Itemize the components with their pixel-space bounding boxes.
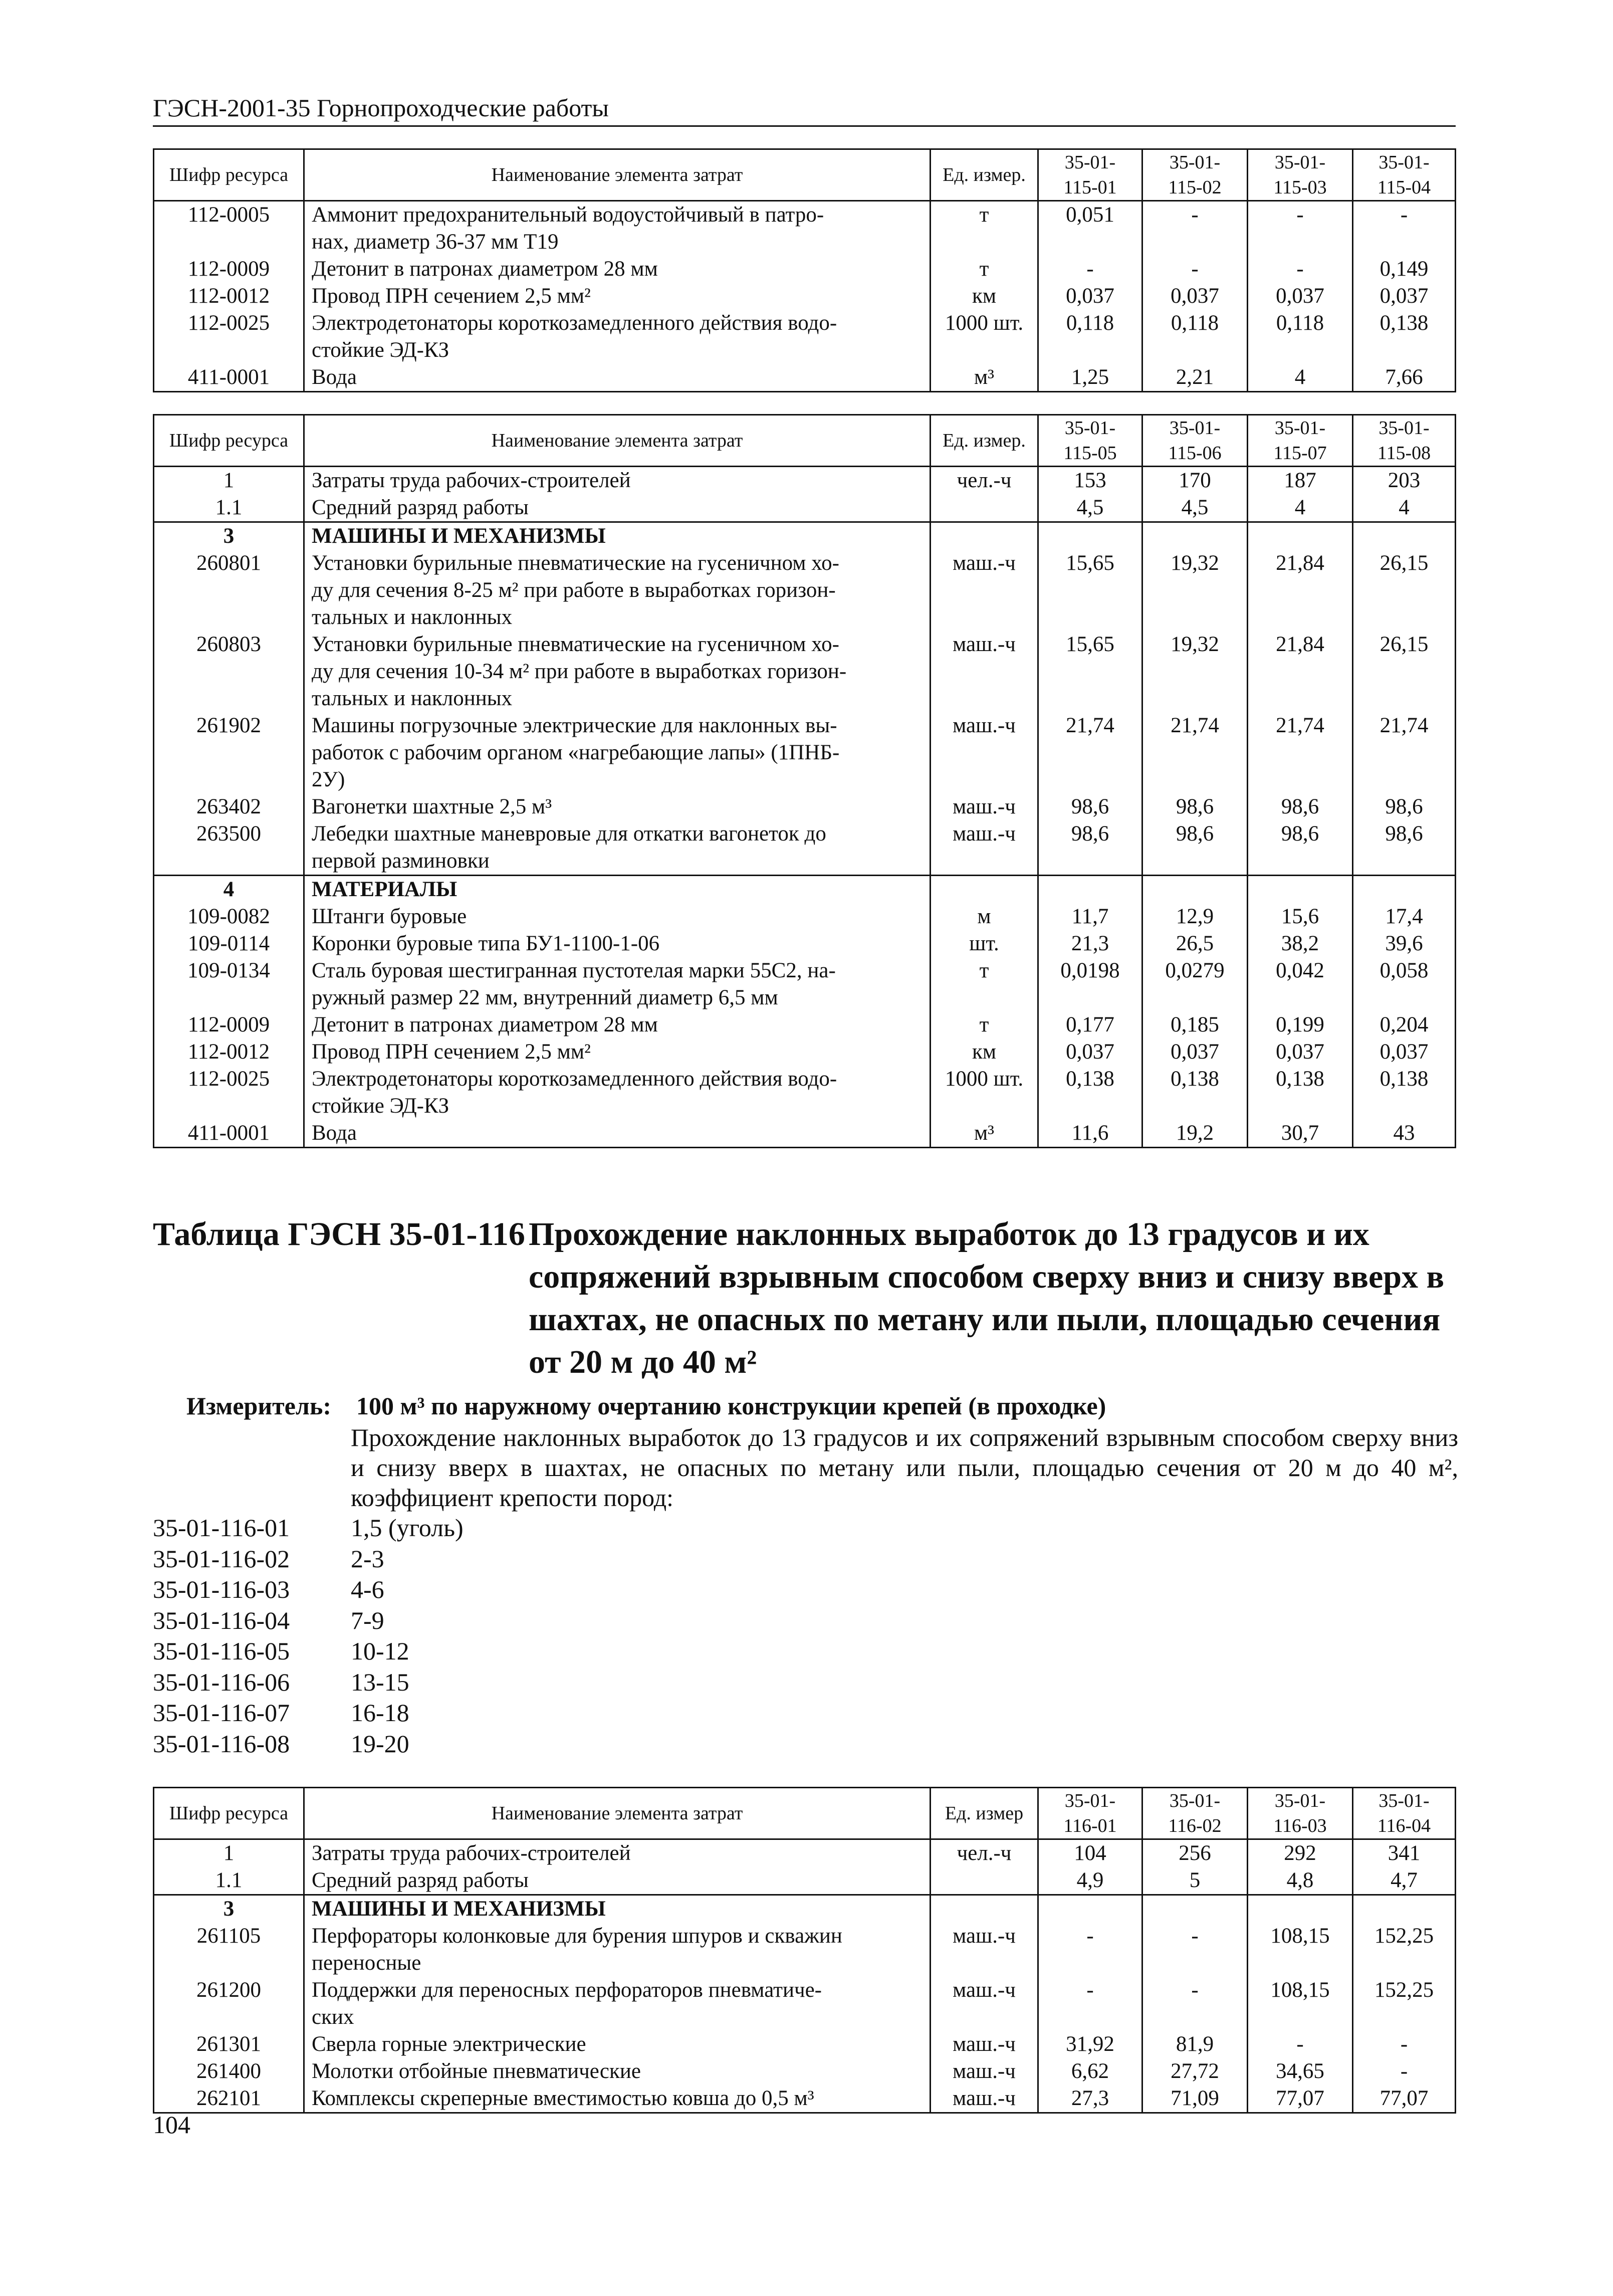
- norm-code-row: [153, 1636, 464, 1667]
- norm-value: 0,037: [1248, 1038, 1353, 1066]
- norm-value: -: [1248, 256, 1353, 283]
- header-rule: [153, 125, 1456, 127]
- norm-value: 4: [1248, 494, 1353, 522]
- unit-of-measure: км: [931, 283, 1038, 310]
- table-row: [154, 1066, 1456, 1120]
- cost-element-name: Комплексы скреперные вместимостью ковша до 0,5 м³: [304, 2085, 931, 2113]
- norm-value: 81,9: [1142, 2031, 1248, 2058]
- norm-value: -: [1248, 201, 1353, 256]
- norm-value: [1353, 876, 1456, 904]
- col-header-norm: 35-01- 115-08: [1353, 415, 1456, 467]
- norm-value: 0,058: [1353, 957, 1456, 1011]
- norm-value: 15,65: [1038, 631, 1142, 712]
- table-row: [154, 2031, 1456, 2058]
- unit-of-measure: м³: [931, 364, 1038, 392]
- norm-code-row: [153, 1729, 464, 1760]
- resource-code: 263500: [154, 820, 304, 876]
- unit-of-measure: маш.-ч: [931, 820, 1038, 876]
- norm-value: -: [1353, 201, 1456, 256]
- cost-element-name: Затраты труда рабочих-строителей: [304, 1839, 931, 1867]
- norm-value: 38,2: [1248, 930, 1353, 957]
- resource-code: 260803: [154, 631, 304, 712]
- table-header-row: [154, 149, 1456, 201]
- section-row: [154, 522, 1456, 550]
- resource-code: 112-0025: [154, 1066, 304, 1120]
- unit-of-measure: 1000 шт.: [931, 1066, 1038, 1120]
- norm-value: 0,185: [1142, 1011, 1248, 1038]
- norm-value: 0,138: [1353, 1066, 1456, 1120]
- col-header-norm: 35-01- 116-03: [1248, 1788, 1353, 1839]
- table-row: [154, 364, 1456, 392]
- norm-value: 0,118: [1038, 310, 1142, 364]
- col-header-norm: 35-01- 116-01: [1038, 1788, 1142, 1839]
- norm-code: 35-01-116-02: [153, 1544, 290, 1573]
- unit-of-measure: км: [931, 1038, 1038, 1066]
- norm-value: 0,138: [1038, 1066, 1142, 1120]
- norm-value: 0,037: [1142, 1038, 1248, 1066]
- table-row: [154, 1977, 1456, 2031]
- norm-code: 35-01-116-04: [153, 1606, 290, 1634]
- cost-element-name: Детонит в патронах диаметром 28 мм: [304, 256, 931, 283]
- norm-value: [1248, 876, 1353, 904]
- norm-value: 21,84: [1248, 550, 1353, 631]
- norm-value: 98,6: [1353, 820, 1456, 876]
- norm-value: [1038, 876, 1142, 904]
- norm-value: 0,037: [1142, 283, 1248, 310]
- table-title-body: Прохождение наклонных выработок до 13 градусов и их сопряжений взрывным способом сверху вниз и снизу вверх в шахтах, не опасных по метану или пыли, площадью сечения от 20 м до 40 м²: [529, 1216, 1445, 1380]
- table-row: [154, 1839, 1456, 1867]
- norm-value: 21,74: [1142, 712, 1248, 793]
- norm-value: 21,74: [1353, 712, 1456, 793]
- rock-hardness: 4-6: [351, 1575, 384, 1603]
- norm-value: [1248, 522, 1353, 550]
- table-row: [154, 1011, 1456, 1038]
- norm-value: 19,32: [1142, 550, 1248, 631]
- norm-value: [1142, 876, 1248, 904]
- table-row: [154, 201, 1456, 256]
- norm-code: 35-01-116-08: [153, 1729, 290, 1758]
- unit-of-measure: маш.-ч: [931, 712, 1038, 793]
- norm-value: [1353, 522, 1456, 550]
- norm-code-row: [153, 1667, 464, 1698]
- table-row: [154, 467, 1456, 495]
- norm-value: 98,6: [1248, 793, 1353, 820]
- cost-element-name: Вода: [304, 1120, 931, 1148]
- table-header-row: [154, 415, 1456, 467]
- table-row: [154, 1867, 1456, 1895]
- norm-value: 0,0279: [1142, 957, 1248, 1011]
- norm-value: -: [1038, 1977, 1142, 2031]
- resource-code: 112-0025: [154, 310, 304, 364]
- resource-code: 112-0009: [154, 256, 304, 283]
- page-number: 104: [153, 2111, 190, 2139]
- table-row: [154, 957, 1456, 1011]
- col-header-norm: 35-01- 115-03: [1248, 149, 1353, 201]
- norm-value: -: [1038, 256, 1142, 283]
- norm-value: 4,8: [1248, 1867, 1353, 1895]
- resource-code: 263402: [154, 793, 304, 820]
- table-row: [154, 1120, 1456, 1148]
- norm-value: 0,138: [1142, 1066, 1248, 1120]
- resource-code: 1.1: [154, 494, 304, 522]
- norm-value: 170: [1142, 467, 1248, 495]
- norm-code-row: [153, 1574, 464, 1605]
- norm-value: 0,051: [1038, 201, 1142, 256]
- norm-code: 35-01-116-07: [153, 1699, 290, 1727]
- unit-of-measure: 1000 шт.: [931, 310, 1038, 364]
- work-description: Прохождение наклонных выработок до 13 градусов и их сопряжений взрывным способом сверху вниз и снизу вверх в шахтах, не опасных по метану или пыли, площадью сечения от 20 м до 40 м², коэффициент крепости пород:: [351, 1423, 1458, 1512]
- norm-value: 77,07: [1353, 2085, 1456, 2113]
- norm-value: 21,3: [1038, 930, 1142, 957]
- unit-of-measure: т: [931, 201, 1038, 256]
- resource-code: 112-0009: [154, 1011, 304, 1038]
- resource-code: 109-0114: [154, 930, 304, 957]
- norm-value: -: [1142, 1977, 1248, 2031]
- table-row: [154, 256, 1456, 283]
- norm-value: 15,6: [1248, 903, 1353, 930]
- resource-code: 261400: [154, 2058, 304, 2085]
- col-header-norm: 35-01- 115-05: [1038, 415, 1142, 467]
- resource-code: 261105: [154, 1923, 304, 1977]
- norm-value: 0,118: [1248, 310, 1353, 364]
- norm-value: [1038, 1895, 1142, 1923]
- resource-code: 109-0134: [154, 957, 304, 1011]
- table-row: [154, 283, 1456, 310]
- norm-value: 0,0198: [1038, 957, 1142, 1011]
- cost-table-116-01-04: [153, 1787, 1456, 2114]
- norm-value: -: [1142, 201, 1248, 256]
- resource-code: 1: [154, 1839, 304, 1867]
- norm-value: 21,74: [1248, 712, 1353, 793]
- norm-value: 26,15: [1353, 550, 1456, 631]
- rock-hardness: 10-12: [351, 1637, 409, 1665]
- col-header-norm: 35-01- 116-02: [1142, 1788, 1248, 1839]
- resource-code: 4: [154, 876, 304, 904]
- rock-hardness: 7-9: [351, 1606, 384, 1634]
- unit-of-measure: шт.: [931, 930, 1038, 957]
- table-row: [154, 2085, 1456, 2113]
- norm-value: 0,037: [1038, 1038, 1142, 1066]
- cost-element-name: Сверла горные электрические: [304, 2031, 931, 2058]
- norm-value: 19,2: [1142, 1120, 1248, 1148]
- norm-value: 31,92: [1038, 2031, 1142, 2058]
- norm-value: 152,25: [1353, 1923, 1456, 1977]
- norm-value: -: [1038, 1923, 1142, 1977]
- norm-value: 39,6: [1353, 930, 1456, 957]
- table-row: [154, 494, 1456, 522]
- norm-value: -: [1142, 1923, 1248, 1977]
- norm-value: 108,15: [1248, 1923, 1353, 1977]
- table-row: [154, 712, 1456, 793]
- cost-element-name: Штанги буровые: [304, 903, 931, 930]
- norm-value: 21,74: [1038, 712, 1142, 793]
- norm-value: 11,7: [1038, 903, 1142, 930]
- rock-hardness: 2-3: [351, 1544, 384, 1573]
- cost-element-name: Установки бурильные пневматические на гусеничном хо- ду для сечения 8-25 м² при работе в выработках горизон- тальных и наклонных: [304, 550, 931, 631]
- norm-value: 98,6: [1248, 820, 1353, 876]
- norm-value: 0,177: [1038, 1011, 1142, 1038]
- norm-value: 0,037: [1353, 283, 1456, 310]
- norm-value: [1142, 1895, 1248, 1923]
- section-row: [154, 1895, 1456, 1923]
- norm-value: 152,25: [1353, 1977, 1456, 2031]
- col-header-norm: 35-01- 115-02: [1142, 149, 1248, 201]
- col-header-name: Наименование элемента затрат: [304, 149, 931, 201]
- table-row: [154, 1038, 1456, 1066]
- cost-element-name: Средний разряд работы: [304, 494, 931, 522]
- norm-value: 98,6: [1038, 820, 1142, 876]
- measure-label: Измеритель:: [186, 1392, 332, 1420]
- unit-of-measure: т: [931, 256, 1038, 283]
- table-row: [154, 310, 1456, 364]
- cost-element-name: Лебедки шахтные маневровые для откатки вагонеток до первой разминовки: [304, 820, 931, 876]
- resource-code: 260801: [154, 550, 304, 631]
- norm-value: 0,037: [1353, 1038, 1456, 1066]
- resource-code: 262101: [154, 2085, 304, 2113]
- col-header-norm: 35-01- 115-01: [1038, 149, 1142, 201]
- norm-value: 4,5: [1038, 494, 1142, 522]
- cost-element-name: Детонит в патронах диаметром 28 мм: [304, 1011, 931, 1038]
- norm-value: 71,09: [1142, 2085, 1248, 2113]
- unit-of-measure: маш.-ч: [931, 1977, 1038, 2031]
- norm-value: -: [1353, 2031, 1456, 2058]
- cost-element-name: Провод ПРН сечением 2,5 мм²: [304, 283, 931, 310]
- col-header-name: Наименование элемента затрат: [304, 415, 931, 467]
- norm-value: 0,037: [1248, 283, 1353, 310]
- unit-of-measure: т: [931, 1011, 1038, 1038]
- unit-of-measure: [931, 522, 1038, 550]
- resource-code: 3: [154, 522, 304, 550]
- unit-of-measure: т: [931, 957, 1038, 1011]
- norm-value: 4,5: [1142, 494, 1248, 522]
- col-header-norm: 35-01- 115-06: [1142, 415, 1248, 467]
- norm-value: 6,62: [1038, 2058, 1142, 2085]
- measure-line: [186, 1391, 1106, 1421]
- norm-value: 27,72: [1142, 2058, 1248, 2085]
- norm-value: 98,6: [1038, 793, 1142, 820]
- norm-value: 0,204: [1353, 1011, 1456, 1038]
- norm-code: 35-01-116-05: [153, 1637, 290, 1665]
- norm-code-row: [153, 1605, 464, 1636]
- col-header-unit: Ед. измер: [931, 1788, 1038, 1839]
- norm-value: 77,07: [1248, 2085, 1353, 2113]
- cost-element-name: Перфораторы колонковые для бурения шпуров и скважин переносные: [304, 1923, 931, 1977]
- norm-value: 17,4: [1353, 903, 1456, 930]
- section-row: [154, 876, 1456, 904]
- norm-value: [1038, 522, 1142, 550]
- norm-value: 30,7: [1248, 1120, 1353, 1148]
- norm-value: 19,32: [1142, 631, 1248, 712]
- cost-element-name: Поддержки для переносных перфораторов пневматиче- ских: [304, 1977, 931, 2031]
- norm-value: [1353, 1895, 1456, 1923]
- norm-value: 27,3: [1038, 2085, 1142, 2113]
- unit-of-measure: чел.-ч: [931, 1839, 1038, 1867]
- cost-element-name: МАТЕРИАЛЫ: [304, 876, 931, 904]
- table-row: [154, 550, 1456, 631]
- norm-value: 7,66: [1353, 364, 1456, 392]
- unit-of-measure: маш.-ч: [931, 2085, 1038, 2113]
- cost-element-name: Электродетонаторы короткозамедленного действия водо- стойкие ЭД-КЗ: [304, 1066, 931, 1120]
- norm-value: 98,6: [1142, 793, 1248, 820]
- cost-table-115-05-08: [153, 414, 1456, 1148]
- unit-of-measure: [931, 494, 1038, 522]
- resource-code: 3: [154, 1895, 304, 1923]
- norm-value: 187: [1248, 467, 1353, 495]
- unit-of-measure: маш.-ч: [931, 793, 1038, 820]
- norm-value: 0,199: [1248, 1011, 1353, 1038]
- norm-value: 2,21: [1142, 364, 1248, 392]
- table-header-row: [154, 1788, 1456, 1839]
- table-row: [154, 903, 1456, 930]
- norm-value: 98,6: [1353, 793, 1456, 820]
- norm-value: 104: [1038, 1839, 1142, 1867]
- resource-code: 1: [154, 467, 304, 495]
- table-row: [154, 631, 1456, 712]
- rock-hardness: 13-15: [351, 1667, 409, 1696]
- norm-value: 292: [1248, 1839, 1353, 1867]
- resource-code: 112-0012: [154, 283, 304, 310]
- resource-code: 109-0082: [154, 903, 304, 930]
- resource-code: 112-0005: [154, 201, 304, 256]
- norm-value: [1142, 522, 1248, 550]
- cost-element-name: Сталь буровая шестигранная пустотелая марки 55С2, на- ружный размер 22 мм, внутренний диаметр 6,5 мм: [304, 957, 931, 1011]
- cost-element-name: Провод ПРН сечением 2,5 мм²: [304, 1038, 931, 1066]
- norm-code: 35-01-116-06: [153, 1667, 290, 1696]
- resource-code: 261902: [154, 712, 304, 793]
- cost-element-name: Установки бурильные пневматические на гусеничном хо- ду для сечения 10-34 м² при работе в выработках горизон- тальных и наклонных: [304, 631, 931, 712]
- cost-element-name: Затраты труда рабочих-строителей: [304, 467, 931, 495]
- resource-code: 112-0012: [154, 1038, 304, 1066]
- norm-value: 4,7: [1353, 1867, 1456, 1895]
- norm-value: 4: [1248, 364, 1353, 392]
- cost-table-115-01-04: [153, 148, 1456, 392]
- unit-of-measure: м: [931, 903, 1038, 930]
- col-header-norm: 35-01- 116-04: [1353, 1788, 1456, 1839]
- resource-code: 1.1: [154, 1867, 304, 1895]
- table-row: [154, 820, 1456, 876]
- norm-value: 12,9: [1142, 903, 1248, 930]
- col-header-name: Наименование элемента затрат: [304, 1788, 931, 1839]
- rock-hardness: 16-18: [351, 1699, 409, 1727]
- rock-hardness: 19-20: [351, 1729, 409, 1758]
- rock-hardness: 1,5 (уголь): [351, 1514, 464, 1542]
- norm-code: 35-01-116-01: [153, 1514, 290, 1542]
- norm-value: 203: [1353, 467, 1456, 495]
- cost-element-name: Машины погрузочные электрические для наклонных вы- работок с рабочим органом «нагребающие лапы» (1ПНБ- 2У): [304, 712, 931, 793]
- norm-value: -: [1353, 2058, 1456, 2085]
- norm-value: 0,037: [1038, 283, 1142, 310]
- norm-value: 4: [1353, 494, 1456, 522]
- norm-code-row: [153, 1544, 464, 1575]
- unit-of-measure: чел.-ч: [931, 467, 1038, 495]
- norm-value: 26,5: [1142, 930, 1248, 957]
- unit-of-measure: [931, 876, 1038, 904]
- norm-value: 1,25: [1038, 364, 1142, 392]
- norm-code-row: [153, 1513, 464, 1544]
- norm-value: 108,15: [1248, 1977, 1353, 2031]
- cost-element-name: Средний разряд работы: [304, 1867, 931, 1895]
- norm-value: 26,15: [1353, 631, 1456, 712]
- cost-element-name: МАШИНЫ И МЕХАНИЗМЫ: [304, 1895, 931, 1923]
- norm-code: 35-01-116-03: [153, 1575, 290, 1603]
- unit-of-measure: маш.-ч: [931, 2031, 1038, 2058]
- table-row: [154, 930, 1456, 957]
- table-row: [154, 1923, 1456, 1977]
- col-header-code: Шифр ресурса: [154, 415, 304, 467]
- cost-element-name: Вода: [304, 364, 931, 392]
- norm-value: -: [1142, 256, 1248, 283]
- norm-value: 0,138: [1353, 310, 1456, 364]
- unit-of-measure: маш.-ч: [931, 1923, 1038, 1977]
- norm-value: 0,138: [1248, 1066, 1353, 1120]
- norm-value: 0,042: [1248, 957, 1353, 1011]
- unit-of-measure: маш.-ч: [931, 550, 1038, 631]
- norm-code-list: [153, 1513, 464, 1759]
- unit-of-measure: маш.-ч: [931, 2058, 1038, 2085]
- cost-element-name: Коронки буровые типа БУ1-1100-1-06: [304, 930, 931, 957]
- table-row: [154, 2058, 1456, 2085]
- norm-value: 4,9: [1038, 1867, 1142, 1895]
- col-header-norm: 35-01- 115-04: [1353, 149, 1456, 201]
- resource-code: 261301: [154, 2031, 304, 2058]
- resource-code: 261200: [154, 1977, 304, 2031]
- running-header: ГЭСН-2001-35 Горнопроходческие работы: [153, 94, 609, 122]
- norm-value: [1248, 1895, 1353, 1923]
- measure-value: 100 м³ по наружному очертанию конструкции крепей (в проходке): [356, 1392, 1106, 1420]
- norm-value: 15,65: [1038, 550, 1142, 631]
- unit-of-measure: маш.-ч: [931, 631, 1038, 712]
- table-title-prefix: Таблица ГЭСН 35-01-116: [153, 1216, 525, 1253]
- col-header-unit: Ед. измер.: [931, 149, 1038, 201]
- norm-value: 341: [1353, 1839, 1456, 1867]
- norm-value: -: [1248, 2031, 1353, 2058]
- norm-value: 98,6: [1142, 820, 1248, 876]
- col-header-unit: Ед. измер.: [931, 415, 1038, 467]
- norm-value: 11,6: [1038, 1120, 1142, 1148]
- norm-value: 0,118: [1142, 310, 1248, 364]
- norm-value: 21,84: [1248, 631, 1353, 712]
- cost-element-name: Молотки отбойные пневматические: [304, 2058, 931, 2085]
- norm-code-row: [153, 1698, 464, 1729]
- norm-value: 153: [1038, 467, 1142, 495]
- col-header-code: Шифр ресурса: [154, 1788, 304, 1839]
- norm-value: 34,65: [1248, 2058, 1353, 2085]
- norm-value: 43: [1353, 1120, 1456, 1148]
- norm-value: 0,149: [1353, 256, 1456, 283]
- cost-element-name: МАШИНЫ И МЕХАНИЗМЫ: [304, 522, 931, 550]
- resource-code: 411-0001: [154, 364, 304, 392]
- col-header-norm: 35-01- 115-07: [1248, 415, 1353, 467]
- unit-of-measure: [931, 1867, 1038, 1895]
- norm-value: 256: [1142, 1839, 1248, 1867]
- col-header-code: Шифр ресурса: [154, 149, 304, 201]
- cost-element-name: Вагонетки шахтные 2,5 м³: [304, 793, 931, 820]
- norm-value: 5: [1142, 1867, 1248, 1895]
- resource-code: 411-0001: [154, 1120, 304, 1148]
- unit-of-measure: м³: [931, 1120, 1038, 1148]
- cost-element-name: Электродетонаторы короткозамедленного действия водо- стойкие ЭД-КЗ: [304, 310, 931, 364]
- table-row: [154, 793, 1456, 820]
- unit-of-measure: [931, 1895, 1038, 1923]
- cost-element-name: Аммонит предохранительный водоустойчивый в патро- нах, диаметр 36-37 мм Т19: [304, 201, 931, 256]
